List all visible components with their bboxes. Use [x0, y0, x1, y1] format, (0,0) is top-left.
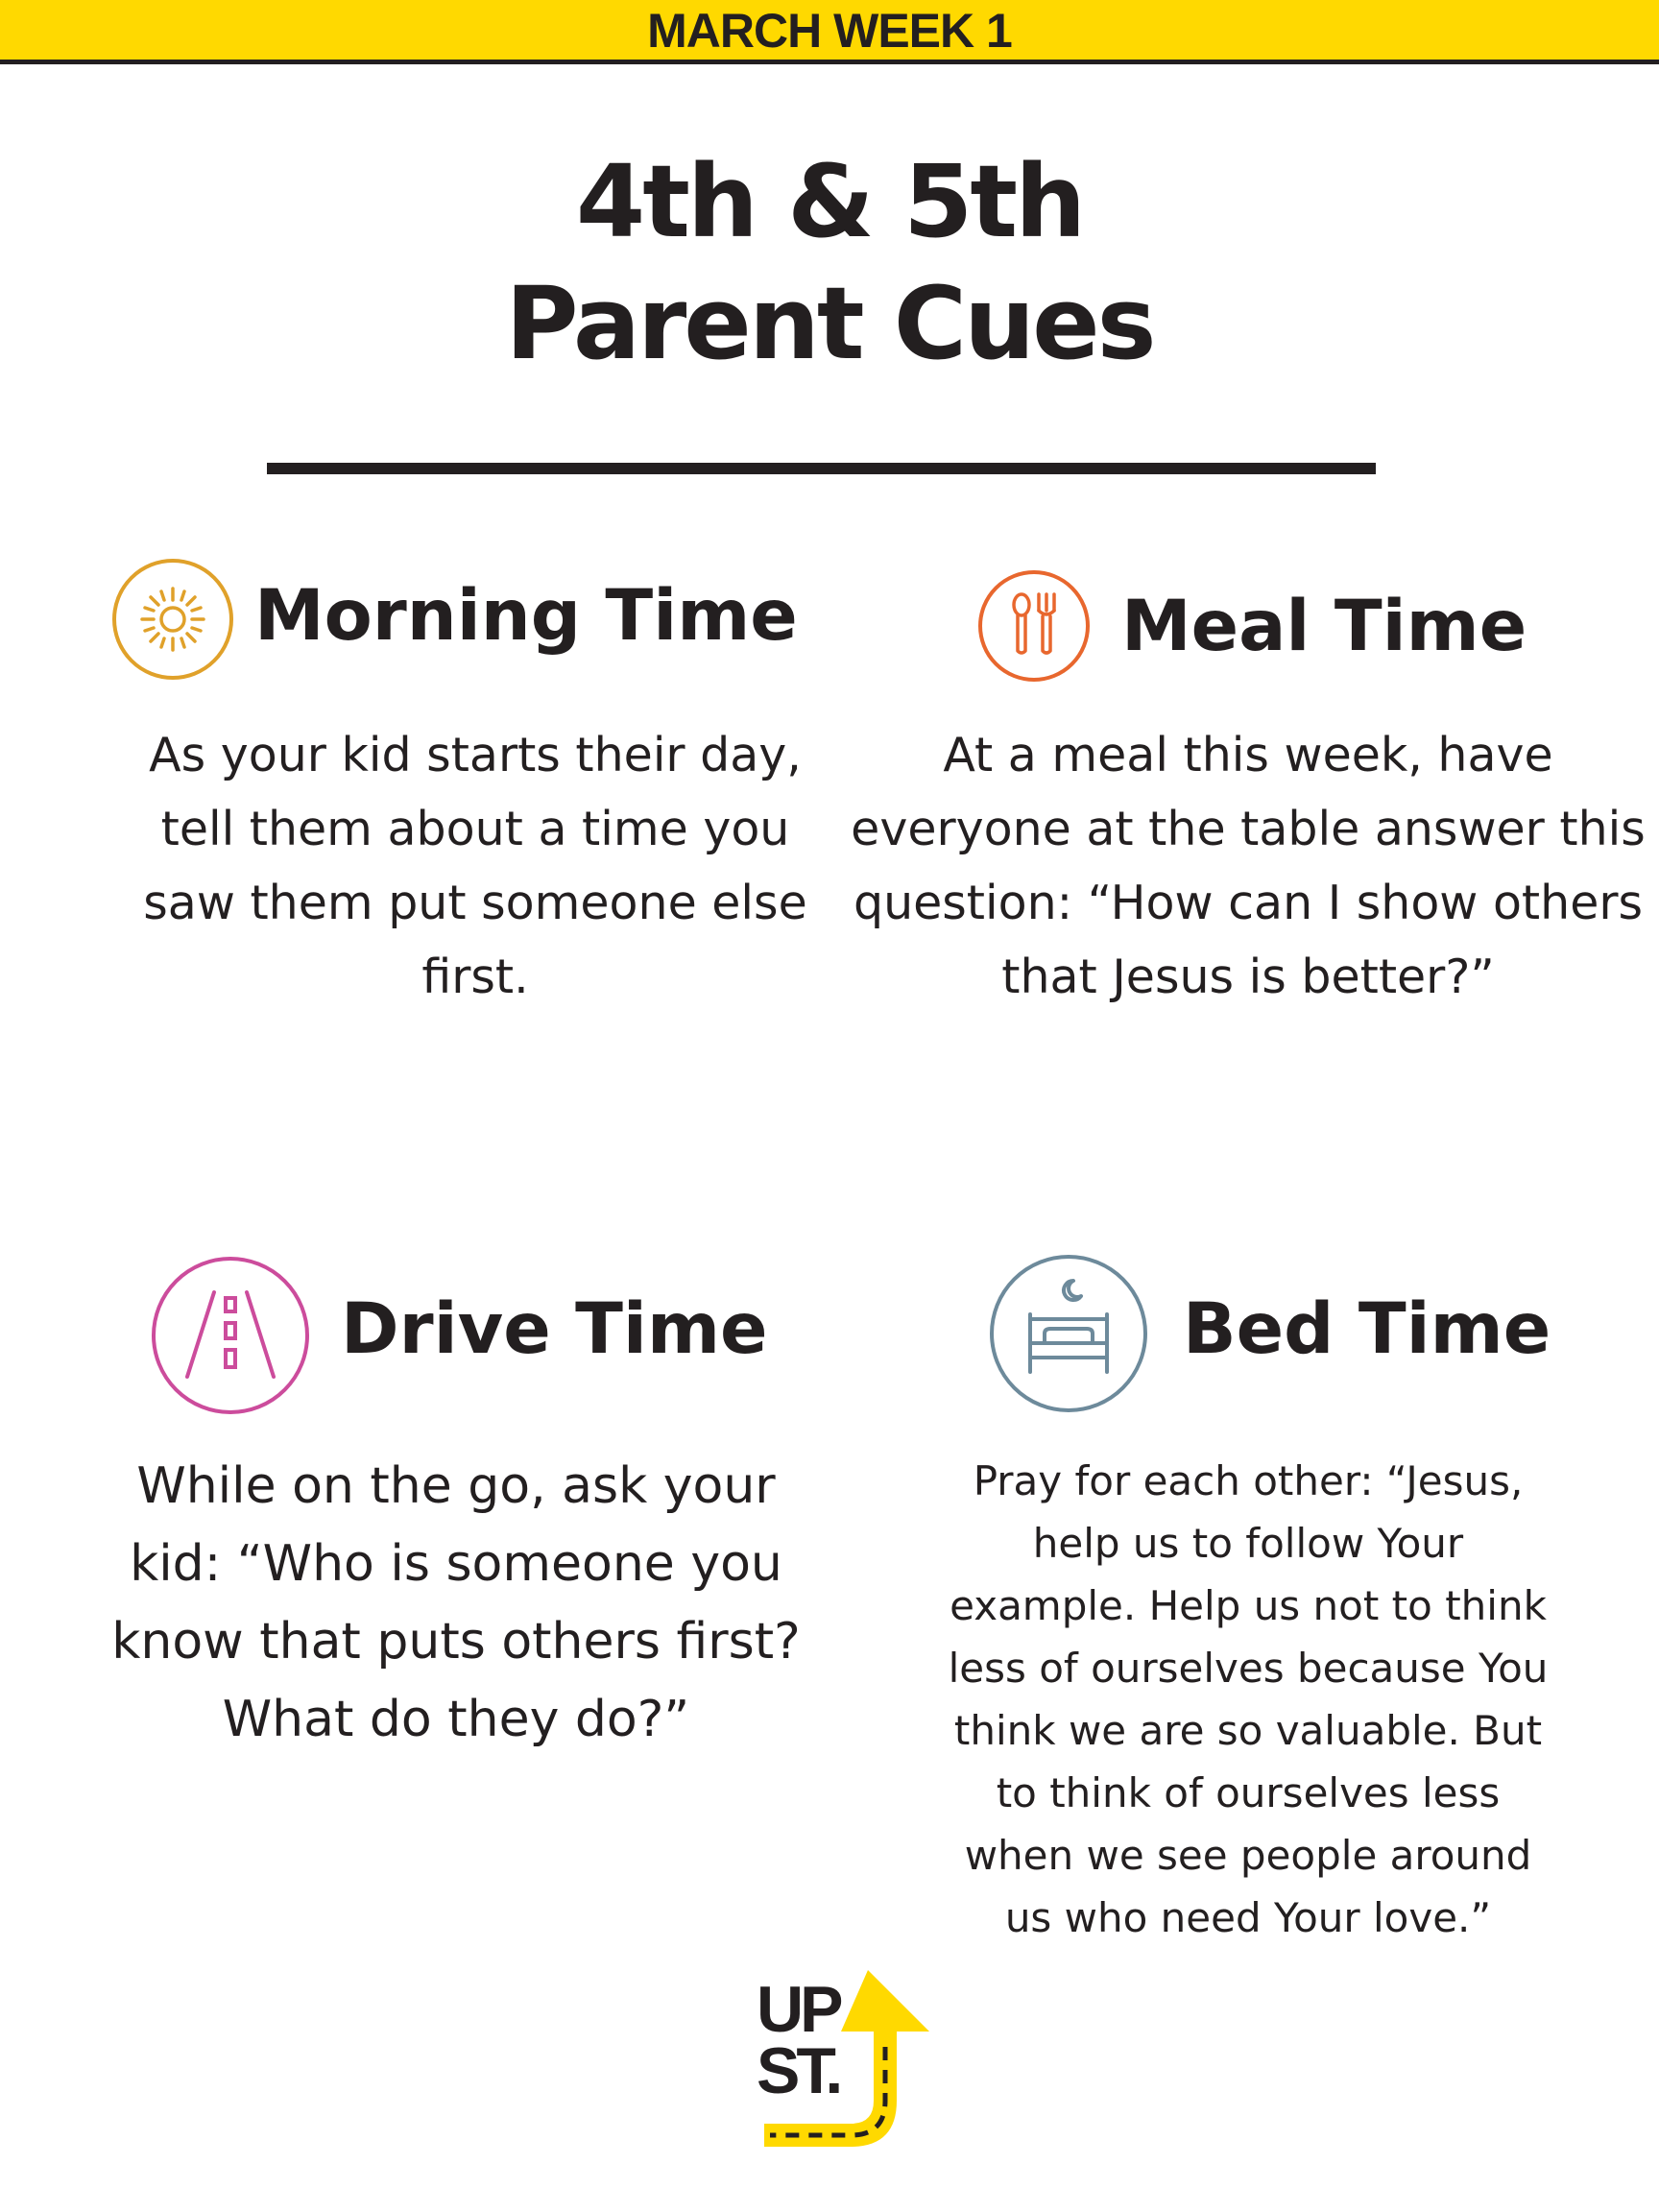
week-label: MARCH WEEK 1: [647, 4, 1012, 58]
bed-time-text: Pray for each other: “Jesus, help us to follow Your example. Help us not to think less of ourselves because You think we are so valuable. But to think of ourselves less when we see people around us who need Your love.”: [948, 1457, 1549, 1941]
title-divider: [267, 463, 1376, 474]
logo-text-st: ST.: [757, 2034, 840, 2107]
header-banner: [0, 0, 1659, 64]
logo-text-up: UP: [757, 1973, 840, 2046]
drive-time-text: While on the go, ask your kid: “Who is someone you know that puts others first? What do they do?”: [111, 1457, 801, 1748]
up-street-logo: [751, 1970, 929, 2147]
meal-time-heading: Meal Time: [1121, 586, 1527, 667]
morning-time-text: As your kid starts their day, tell them about a time you saw them put someone else first.: [143, 728, 807, 1004]
meal-time-text: At a meal this week, have everyone at the table answer this question: “How can I show others that Jesus is better?”: [851, 728, 1646, 1004]
bed-icon: [987, 1252, 1150, 1415]
page-title-line-1: 4th & 5th: [575, 143, 1084, 260]
bed-time-heading: Bed Time: [1183, 1288, 1551, 1370]
sun-icon: [110, 557, 235, 682]
road-icon: [149, 1254, 312, 1417]
drive-time-heading: Drive Time: [341, 1288, 768, 1370]
morning-time-heading: Morning Time: [254, 575, 798, 657]
page-title-line-2: Parent Cues: [505, 265, 1154, 382]
utensils-icon: [976, 568, 1092, 684]
